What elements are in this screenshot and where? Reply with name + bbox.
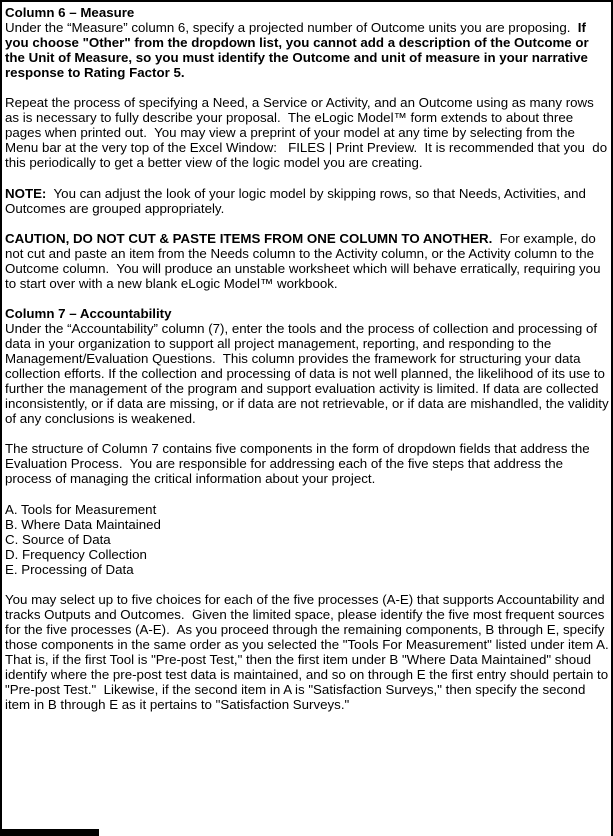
bottom-left-bar-fragment <box>2 829 99 836</box>
document-text <box>2 2 611 712</box>
text-run: E. Processing of Data <box>5 561 134 577</box>
text-line <box>5 517 609 532</box>
text-run: The structure of Column 7 contains five components in the form of dropdown fields that address the <box>5 441 590 457</box>
text-line <box>5 336 609 351</box>
text-line <box>5 110 609 125</box>
text-line <box>5 366 609 381</box>
text-run: data in your organization to support all project management, reporting, and responding to the <box>5 336 552 352</box>
text-run: Repeat the process of specifying a Need, a Service or Activity, and an Outcome using as many rows <box>5 95 594 111</box>
text-line <box>5 351 609 366</box>
text-line <box>5 201 609 216</box>
text-run: item in B through E as it pertains to "Satisfaction Surveys." <box>5 697 350 713</box>
text-line <box>5 577 609 592</box>
text-line <box>5 231 609 246</box>
text-line <box>5 321 609 336</box>
bold-text-run: the Unit of Measure, so you must identify the Outcome and unit of measure in your narrative <box>5 50 588 66</box>
text-run: this periodically to get a better view of the logic model you are creating. <box>5 155 423 171</box>
text-line <box>5 381 609 396</box>
text-run: not cut and paste an item from the Needs column to the Activity column, or the Activity column to the <box>5 245 595 261</box>
text-run: collection efforts. If the collection and processing of data is not well planned, the likelihood of its use to <box>5 366 605 382</box>
text-run: of any conclusions is weakened. <box>5 411 196 427</box>
text-run: Outcomes are grouped appropriately. <box>5 200 225 216</box>
text-line <box>5 682 609 697</box>
text-line <box>5 652 609 667</box>
text-line <box>5 547 609 562</box>
text-line <box>5 607 609 622</box>
bold-text-run: you choose "Other" from the dropdown list, you cannot add a description of the Outcome or <box>5 35 589 51</box>
text-run: Management/Evaluation Questions. This column provides the framework for structuring your data <box>5 351 581 367</box>
text-line <box>5 562 609 577</box>
text-line <box>5 261 609 276</box>
text-line <box>5 5 609 20</box>
text-line <box>5 532 609 547</box>
text-run: Evaluation Process. You are responsible for addressing each of the five steps that address the <box>5 456 564 472</box>
text-line <box>5 35 609 50</box>
text-run: For example, do <box>492 230 596 246</box>
text-run: further the management of the program and support evaluation activity is limited. If data are collected <box>5 381 599 397</box>
text-run: That is, if the first Tool is "Pre-post Test," then the first item under B "Where Data Maintained" shoud <box>5 652 591 668</box>
text-run: Menu bar at the very top of the Excel Window: FILES | Print Preview. It is recommended that you do <box>5 140 608 156</box>
bold-text-run: Column 6 – Measure <box>5 5 135 20</box>
text-run: those components in the same order as you selected the "Tools For Measurement" listed under item A. <box>5 636 609 652</box>
text-line <box>5 155 609 170</box>
text-line <box>5 20 609 35</box>
text-line <box>5 411 609 426</box>
text-line <box>5 171 609 186</box>
text-run: inconsistently, or if data are missing, or if data are not retrievable, or if data are mishandled, the validity <box>5 396 609 412</box>
text-run: as is necessary to fully describe your proposal. The eLogic Model™ form extends to about three <box>5 110 574 126</box>
text-run: B. Where Data Maintained <box>5 516 161 532</box>
text-line <box>5 125 609 140</box>
text-run: A. Tools for Measurement <box>5 501 157 517</box>
text-line <box>5 216 609 231</box>
text-run: process of managing the critical information about your project. <box>5 471 376 487</box>
text-line <box>5 306 609 321</box>
text-line <box>5 276 609 291</box>
text-line <box>5 622 609 637</box>
text-line <box>5 246 609 261</box>
text-run: Under the “Measure” column 6, specify a projected number of Outcome units you are proposing. <box>5 20 578 36</box>
text-run: tracks Outputs and Outcomes. Given the limited space, please identify the five most frequent sources <box>5 606 605 622</box>
text-line <box>5 186 609 201</box>
text-line <box>5 667 609 682</box>
text-line <box>5 396 609 411</box>
text-line <box>5 291 609 306</box>
text-line <box>5 95 609 110</box>
text-line <box>5 637 609 652</box>
text-line <box>5 80 609 95</box>
text-run: for the five processes (A-E). As you proceed through the remaining components, B through E, specify <box>5 621 605 637</box>
text-line <box>5 140 609 155</box>
text-run: Under the “Accountability” column (7), enter the tools and the process of collection and processing of <box>5 320 598 336</box>
bold-text-run: CAUTION, DO NOT CUT & PASTE ITEMS FROM ONE COLUMN TO ANOTHER. <box>5 230 493 246</box>
bold-text-run: Column 7 – Accountability <box>5 305 172 321</box>
text-line <box>5 487 609 502</box>
text-run: pages when printed out. You may view a preprint of your model at any time by selecting from the <box>5 125 575 141</box>
text-line <box>5 456 609 471</box>
text-run: to start over with a new blank eLogic Model™ workbook. <box>5 275 338 291</box>
text-run: D. Frequency Collection <box>5 546 147 562</box>
text-line <box>5 697 609 712</box>
text-run: You can adjust the look of your logic model by skipping rows, so that Needs, Activities, and <box>46 185 586 201</box>
text-line <box>5 65 609 80</box>
bold-text-run: NOTE: <box>5 185 47 201</box>
text-line <box>5 592 609 607</box>
text-run: "Pre-post Test." Likewise, if the second item in A is "Satisfaction Surveys," then specify the second <box>5 682 586 698</box>
bold-text-run: response to Rating Factor 5. <box>5 65 185 81</box>
text-line <box>5 502 609 517</box>
text-run: identify where the pre-post test data is maintained, and so on through E the first entry should pertain to <box>5 667 609 683</box>
text-line <box>5 471 609 486</box>
text-line <box>5 441 609 456</box>
text-line <box>5 426 609 441</box>
text-run: You may select up to five choices for each of the five processes (A-E) that supports Accountability and <box>5 591 605 607</box>
bold-text-run: If <box>577 20 586 36</box>
text-line <box>5 50 609 65</box>
text-run: Outcome column. You will produce an unstable worksheet which will behave erratically, requiring you <box>5 260 601 276</box>
text-run: C. Source of Data <box>5 531 111 547</box>
